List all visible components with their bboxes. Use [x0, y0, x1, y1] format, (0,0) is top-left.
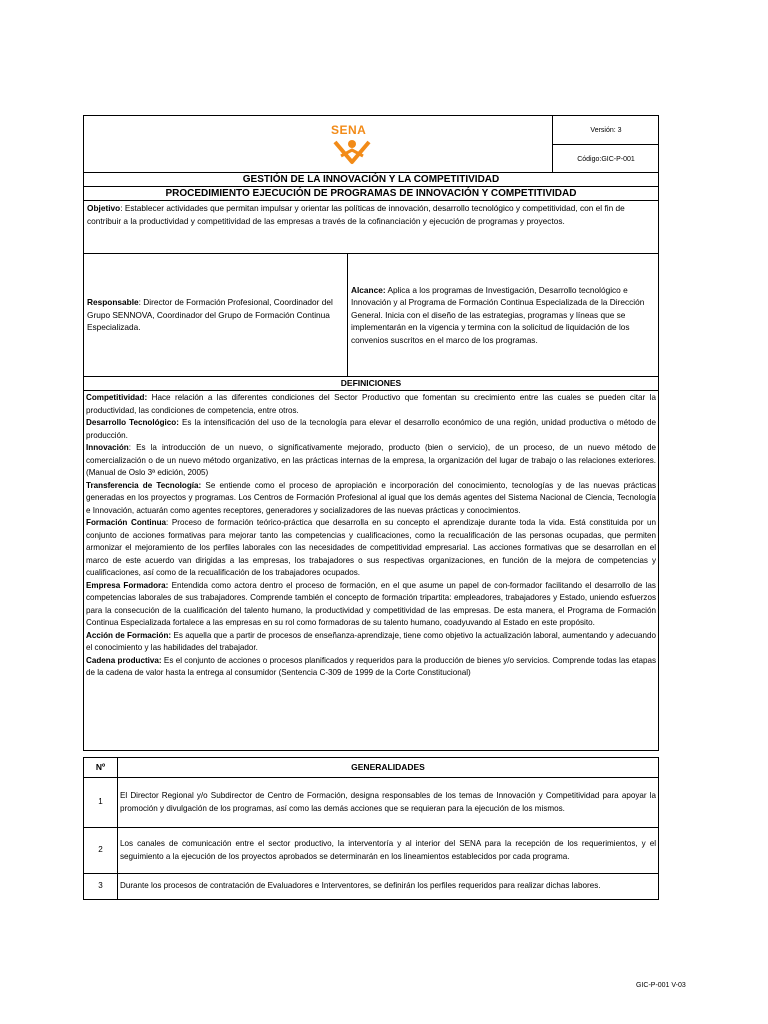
sena-figure-icon — [327, 122, 387, 168]
definition-text: : Es la introducción de un nuevo, o significativamente mejorado, producto (bien o servicio), de un proceso, de un nuevo método de comercialización o de un nuevo método organizativo, en las prácticas internas de la empresa, la organización del lugar de trabajo o las relaciones exteriores. (Manual de Oslo 3ª edición, 2005) — [86, 443, 656, 477]
table-row — [84, 874, 659, 900]
definition-item — [86, 630, 656, 655]
definition-term: Transferencia de Tecnología: — [86, 480, 202, 490]
table-row — [84, 778, 659, 828]
definition-text: Hace relación a las diferentes condiciones del Sector Productivo que fomentan su crecimiento entre las cuales se pueden citar la productividad, las condiciones de competencia, entre otros. — [86, 393, 656, 415]
definition-text: Es la intensificación del uso de la tecnología para elevar el desarrollo económico de una región, unidad productiva o método de producción. — [86, 418, 657, 440]
scope-text: Aplica a los programas de Investigación, Desarrollo tecnológico e Innovación y al Programa de Formación Continua Especializada de la Dirección General. Inicia con el diseño de las estrategias, programas y líneas que se implementarán en la vigencia y termina con la solicitud de liquidación de los convenios suscritos en el marco de los programas. — [351, 284, 645, 345]
definition-item — [86, 580, 656, 630]
definition-item — [86, 417, 656, 442]
version-label: Versión: 3 — [590, 126, 622, 134]
main-title: GESTIÓN DE LA INNOVACIÓN Y LA COMPETITIVIDAD — [242, 174, 500, 185]
sena-logo — [327, 122, 387, 168]
generalities-heading: GENERALIDADES — [118, 758, 659, 778]
responsible-scope-row — [83, 254, 659, 377]
definition-term: Empresa Formadora: — [86, 580, 169, 590]
row-text: Los canales de comunicación entre el sector productivo, la interventoría y al interior del SENA para la recepción de los requerimientos, y el seguimiento a la ejecución de los proyectos aprobados se determinarán en los lineamientos establecidos por cada programa. — [118, 828, 659, 874]
sena-logo-text: SENA — [331, 123, 367, 137]
document — [83, 115, 659, 900]
objective-section — [83, 201, 659, 254]
generalities-header-row — [84, 758, 659, 778]
title-block — [83, 173, 659, 201]
row-number: 2 — [84, 828, 118, 874]
definitions-heading: DEFINICIONES — [83, 377, 659, 391]
definitions-list — [83, 391, 659, 751]
objective-text: : Establecer actividades que permitan impulsar y orientar las políticas de innovación, desarrollo tecnológico y competitividad, con el fin de contribuir a la productividad y competitividad de las empresas a través de la cofinanciación y ejecución de programas y proyectos. — [87, 203, 625, 226]
row-number: 3 — [84, 874, 118, 900]
definition-text: Es el conjunto de acciones o procesos planificados y requeridos para la producción de bienes y/o servicios. Comprende todas las etapas de la cadena de valor hasta la entrega al consumidor (Sentencia C-309 de 1999 de la Corte Constitucional) — [86, 655, 656, 677]
definition-term: Cadena productiva: — [86, 655, 162, 665]
document-header — [83, 115, 659, 173]
table-row — [84, 828, 659, 874]
code-label: Código:GIC-P-001 — [553, 144, 659, 173]
definition-item — [86, 655, 656, 680]
scope-cell — [348, 254, 658, 376]
objective-label: Objetivo — [87, 203, 121, 213]
footer-code: GIC-P-001 V-03 — [636, 982, 686, 989]
generalities-table — [83, 757, 659, 900]
definition-term: Desarrollo Tecnológico: — [86, 418, 179, 427]
number-column-header: Nº — [84, 758, 118, 778]
definition-text: : Proceso de formación teórico-práctica que desarrolla en su concepto el aprendizaje durante toda la vida. Está constituida por un conjunto de acciones formativas para mejorar tanto las competencias y cualificaciones, como la recualificación de las personas ocupadas, que permiten armonizar el mejoramiento de los perfiles laborales con las necesidades de competitividad empresarial. Las acciones formativas que se desarrollan en el marco de este acuerdo van dirigidas a las empresas, los trabajadores o sus respectivas organizaciones, en función de la mejora de competencias y cualificaciones, así como de la recualificación de los trabajadores ocupados. — [86, 518, 656, 577]
definition-item — [86, 480, 656, 518]
definition-text: Es aquella que a partir de procesos de enseñanza-aprendizaje, tiene como objetivo la actualización laboral, aumentando y adecuando el conocimiento y las habilidades del trabajador. — [86, 630, 657, 652]
row-text: El Director Regional y/o Subdirector de Centro de Formación, designa responsables de los temas de Innovación y Competitividad para apoyar la promoción y divulgación de los programas, así como las demás acciones que se requieran para la ejecución de los mismos. — [118, 778, 659, 828]
logo-cell — [84, 116, 552, 172]
definition-item — [86, 517, 656, 580]
scope-label: Alcance: — [351, 284, 386, 295]
sub-title: PROCEDIMIENTO EJECUCIÓN DE PROGRAMAS DE INNOVACIÓN Y COMPETITIVIDAD — [84, 186, 658, 200]
definition-text: Entendida como actora dentro el proceso de formación, en el que asume un papel de con-formador facilitando el desarrollo de las competencias laborales de sus trabajadores. Comprende también el concepto de formación tripartita: empleadores, trabajadores y Estado, uniendo esfuerzos para la consecución de la cualificación del talento humano, la productividad y competitividad de las empresas. De esta manera, el Programa de Formación Continua Especializada fortalece a las empresas en su rol como formadoras de su talento humano, coadyuvando al Estado en este propósito. — [86, 580, 656, 627]
definition-term: Competitividad: — [86, 393, 148, 402]
definition-term: Formación Continua — [86, 518, 167, 527]
row-text: Durante los procesos de contratación de Evaluadores e Interventores, se definirán los perfiles requeridos para realizar dichas labores. — [118, 874, 659, 900]
meta-cell — [552, 116, 659, 172]
definition-term: Acción de Formación: — [86, 630, 172, 640]
responsible-text: : Director de Formación Profesional, Coordinador del Grupo SENNOVA, Coordinador del Grupo de Formación Continua Especializada. — [87, 297, 333, 333]
definition-term: Innovación — [86, 443, 129, 452]
row-number: 1 — [84, 778, 118, 828]
definition-item — [86, 442, 656, 480]
definition-text: Se entiende como el proceso de apropiación e incorporación del conocimiento, tecnologías y de las nuevas prácticas generadas en los proyectos y programas. Los Centros de Formación Profesional al igual que los demás agentes del Sistema Nacional de Ciencia, Tecnología e Innovación, actuarán como agentes receptores, generadores y socializadores de las nuevas prácticas y conocimientos. — [86, 480, 656, 515]
definition-item — [86, 392, 656, 417]
responsible-label: Responsable — [87, 297, 139, 308]
responsible-cell — [84, 254, 348, 376]
